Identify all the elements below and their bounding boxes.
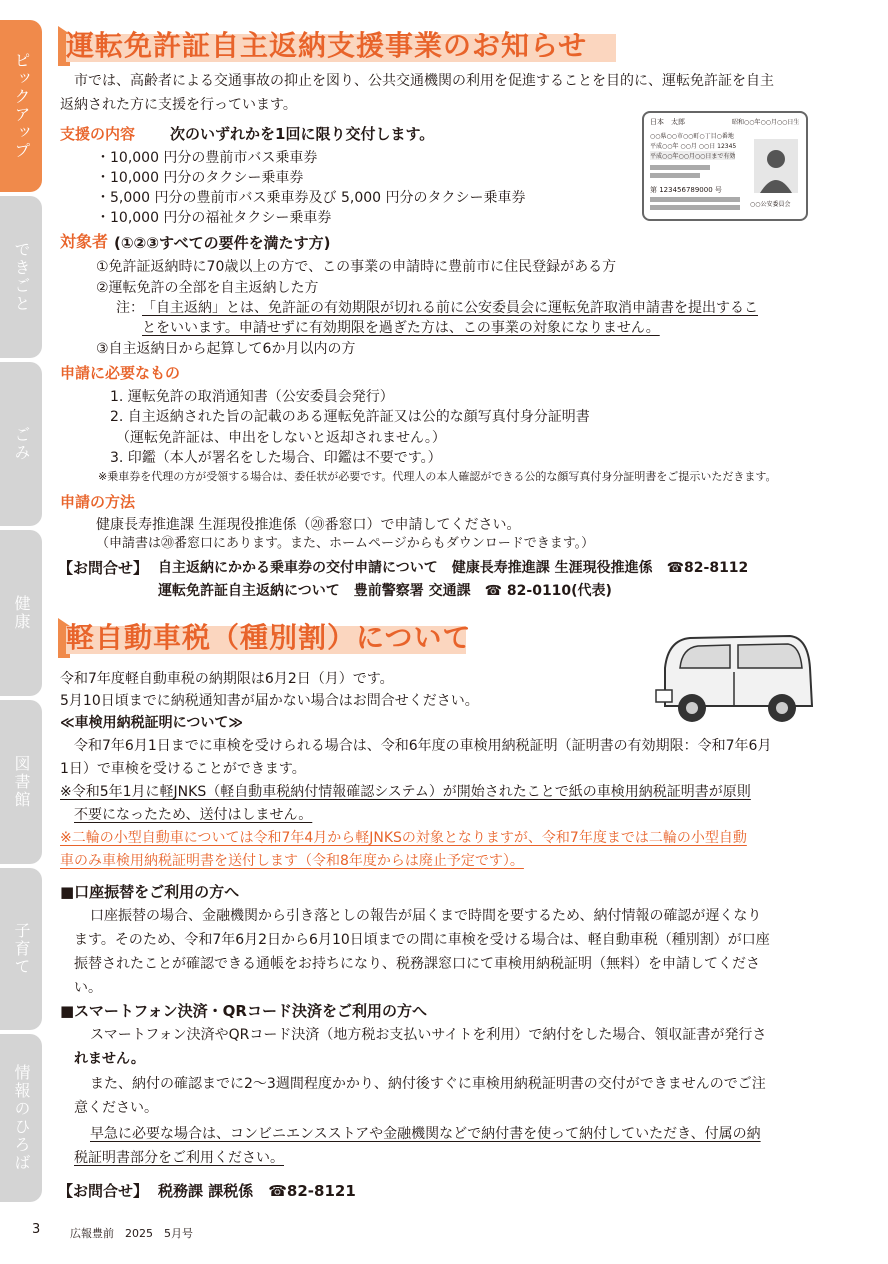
- support-item: ・5,000 円分の豊前市バス乗車券及び 5,000 円分のタクシー乗車券: [96, 190, 526, 206]
- support-heading: 支援の内容: [60, 125, 136, 143]
- acct-4: い。: [74, 980, 102, 996]
- s2-p1: 令和7年度軽自動車税の納期限は6月2日（月）です。: [60, 671, 394, 687]
- tab-label: ピックアップ: [12, 52, 31, 160]
- section1-heading: [58, 26, 618, 66]
- cert-2: 1日）で車検を受けることができます。: [60, 761, 306, 777]
- section2-heading: [58, 618, 472, 658]
- photo-placeholder: [754, 139, 798, 193]
- sp-6: 税証明書部分をご利用ください。: [74, 1150, 284, 1166]
- method-heading: 申請の方法: [60, 493, 136, 511]
- card-issued: 平成○○年 ○○月 ○○日 12345: [650, 143, 737, 150]
- need-heading: 申請に必要なもの: [60, 364, 181, 382]
- need-3: 3. 印鑑（本人が署名をした場合、印鑑は不要です。）: [110, 450, 442, 466]
- license-card-illustration: [642, 111, 808, 221]
- tab-info[interactable]: [0, 1034, 42, 1202]
- contact-line1: 自主返納にかかる乗車券の交付申請について 健康長寿推進課 生涯現役推進係 ☎82-8112: [158, 560, 749, 576]
- tab-label: 図書館: [12, 755, 31, 809]
- cert-heading: ≪車検用納税証明について≫: [60, 715, 244, 731]
- intro-line1: 市では、高齢者による交通事故の抑止を図り、公共交通機関の利用を促進することを目的に、運転免許証を自主: [74, 73, 774, 89]
- s2-contact-label: 【お問合せ】: [58, 1182, 149, 1200]
- need-note: ※乗車券を代理の方が受領する場合は、委任状が必要です。代理人の本人確認ができる公的な顔写真付身分証明書をご提示いただきます。: [98, 470, 777, 483]
- section2-title: 軽自動車税（種別割）について: [66, 621, 472, 654]
- need-2b: （運転免許証は、申出をしないと返却されません。）: [116, 430, 446, 446]
- note-line2: とをいいます。申請せずに有効期限を過ぎた方は、この事業の対象になりません。: [142, 320, 660, 336]
- sp-4: 意ください。: [74, 1100, 158, 1116]
- kei-car-illustration: [650, 628, 820, 728]
- sp-2: れません。: [74, 1051, 145, 1067]
- intro-line2: 返納された方に支援を行っています。: [60, 97, 297, 113]
- tab-childcare[interactable]: [0, 868, 42, 1030]
- tab-label: 情報のひろば: [12, 1064, 31, 1172]
- target-3: ③自主返納日から起算して6か月以内の方: [96, 341, 356, 357]
- support-item: ・10,000 円分の豊前市バス乗車券: [96, 150, 318, 166]
- need-1: 1. 運転免許の取消通知書（公安委員会発行）: [110, 389, 394, 405]
- note-line1: 「自主返納」とは、免許証の有効期限が切れる前に公安委員会に運転免許取消申請書を提出するこ: [142, 300, 758, 316]
- note-label: 注：: [116, 300, 144, 316]
- method-2: （申請書は⑳番窓口にあります。また、ホームページからもダウンロードできます。）: [96, 536, 595, 551]
- tab-events[interactable]: [0, 196, 42, 358]
- acct-heading: ■口座振替をご利用の方へ: [60, 883, 240, 901]
- acct-2: ます。そのため、令和7年6月2日から6月10日頃までの間に車検を受ける場合は、軽自動車税（種別割）が口座: [74, 932, 770, 948]
- page-number: 3: [32, 1222, 41, 1237]
- support-item: ・10,000 円分のタクシー乗車券: [96, 170, 304, 186]
- tab-garbage[interactable]: [0, 362, 42, 526]
- method-1: 健康長寿推進課 生涯現役推進係（⑳番窓口）で申請してください。: [96, 517, 521, 533]
- contact-line2: 運転免許証自主返納について 豊前警察署 交通課 ☎ 82-0110(代表): [158, 583, 612, 599]
- moto-1: ※二輪の小型自動車については令和7年4月から軽JNKSの対象となりますが、令和7年度までは二輪の小型自動: [60, 830, 747, 846]
- tab-label: できごと: [12, 241, 31, 313]
- need-2: 2. 自主返納された旨の記載のある運転免許証又は公的な顔写真付身分証明書: [110, 409, 590, 425]
- cert-1: 令和7年6月1日までに車検を受けられる場合は、令和6年度の車検用納税証明（証明書の有効期限：令和7年6月: [74, 738, 772, 754]
- card-name: 日本 太郎: [650, 118, 685, 126]
- sp-3: また、納付の確認までに2～3週間程度かかり、納付後すぐに車検用納税証明書の交付ができませんのでご注: [90, 1076, 766, 1092]
- card-number: 第 123456789000 号: [650, 186, 722, 194]
- target-lead: (①②③すべての要件を満たす方): [114, 234, 331, 252]
- jnks-2: 不要になったため、送付はしません。: [74, 807, 313, 823]
- tab-label: ごみ: [12, 426, 31, 462]
- tab-label: 健康: [12, 595, 31, 631]
- acct-3: 振替されたことが確認できる通帳をお持ちになり、税務課窓口にて車検用納税証明（無料）を申請してくださ: [74, 956, 760, 972]
- card-address: ○○県○○市○○町○丁目○番地: [650, 133, 734, 140]
- publication: 広報豊前 2025 5月号: [70, 1227, 193, 1240]
- card-valid: 平成○○年○○月○○日まで有効: [650, 153, 736, 160]
- support-lead: 次のいずれかを1回に限り交付します。: [170, 125, 435, 143]
- tab-library[interactable]: [0, 700, 42, 864]
- tab-label: 子育て: [12, 922, 31, 976]
- section1-title: 運転免許証自主返納支援事業のお知らせ: [66, 29, 588, 62]
- moto-2: 車のみ車検用納税証明書を送付します（令和8年度からは廃止予定です）。: [60, 853, 524, 869]
- contact-label: 【お問合せ】: [58, 559, 149, 577]
- card-commission: ○○公安委員会: [750, 201, 791, 208]
- card-birth: 昭和○○年○○月○○日生: [732, 119, 800, 126]
- target-2: ②運転免許の全部を自主返納した方: [96, 280, 319, 296]
- acct-1: 口座振替の場合、金融機関から引き落としの報告が届くまで時間を要するため、納付情報の確認が遅くなり: [90, 908, 762, 924]
- jnks-1: ※令和5年1月に軽JNKS（軽自動車税納付情報確認システム）が開始されたことで紙の車検用納税証明書が原則: [60, 784, 751, 800]
- support-item: ・10,000 円分の福祉タクシー乗車券: [96, 210, 332, 226]
- s2-p2: 5月10日頃までに納税通知書が届かない場合はお問合せください。: [60, 693, 479, 709]
- sp-1: スマートフォン決済やQRコード決済（地方税お支払いサイトを利用）で納付をした場合、領収証書が発行さ: [90, 1027, 767, 1043]
- target-1: ①免許証返納時に70歳以上の方で、この事業の申請時に豊前市に住民登録がある方: [96, 259, 617, 275]
- tab-health[interactable]: [0, 530, 42, 696]
- sp-5: 早急に必要な場合は、コンビニエンスストアや金融機関などで納付書を使って納付していただき、付属の納: [90, 1126, 761, 1142]
- sp-heading: ■スマートフォン決済・QRコード決済をご利用の方へ: [60, 1002, 427, 1020]
- target-heading: 対象者: [60, 232, 109, 251]
- s2-contact: 税務課 課税係 ☎82-8121: [158, 1182, 356, 1200]
- tab-pickup[interactable]: [0, 20, 42, 192]
- person-icon: [754, 139, 798, 193]
